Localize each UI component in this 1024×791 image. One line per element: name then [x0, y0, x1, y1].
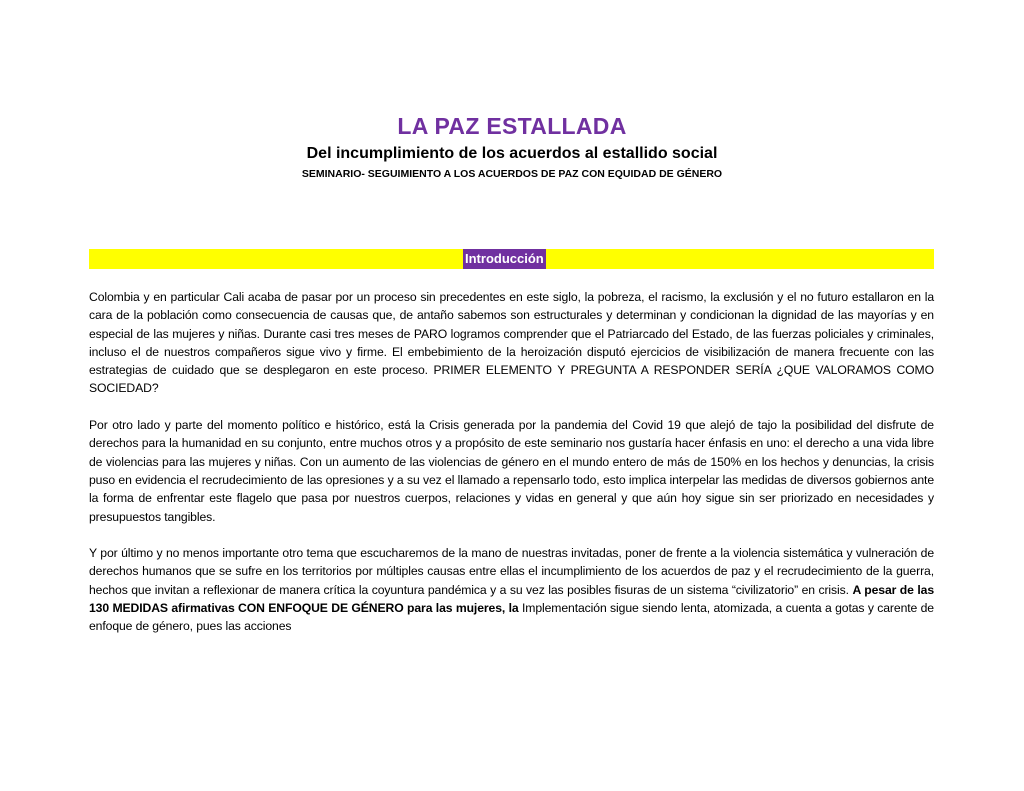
- paragraph-3-text-a: Y por último y no menos importante otro tema que escucharemos de la mano de nuestras invitadas, poner de frente a la violencia sistemática y vulneración de derechos humanos que se sufre en los territorios por múltiples causas entre ellas el incumplimiento de los acuerdos de paz y el recrudecimiento de la guerra, hechos que invitan a reflexionar de manera crítica la coyuntura pandémica y a su vez las posibles fisuras de un sistema “civilizatorio” en crisis.: [89, 546, 934, 597]
- seminar-heading: SEMINARIO- SEGUIMIENTO A LOS ACUERDOS DE PAZ CON EQUIDAD DE GÉNERO: [301, 168, 723, 180]
- body-text: [89, 288, 934, 654]
- paragraph-1: Colombia y en particular Cali acaba de pasar por un proceso sin precedentes en este siglo, la pobreza, el racismo, la exclusión y el no futuro estallaron en la cara de la población como consecuencia de causas que, de antaño sabemos son estructurales y determinan y condicionan la dignidad de las mayorías y en especial de las mujeres y niñas. Durante casi tres meses de PARO logramos comprender que el Patriarcado del Estado, de las fuerzas policiales y criminales, incluso el de nuestros compañeros sigue vivo y firme. El embebimiento de la heroización disputó ejercicios de visibilización de manera frecuente con las estrategias de cuidado que se desplegaron en este proceso. PRIMER ELEMENTO Y PREGUNTA A RESPONDER SERÍA ¿QUE VALORAMOS COMO SOCIEDAD?: [89, 290, 934, 396]
- paragraph-3-text-b: Implementación sigue siendo lenta, atomizada, a cuenta a gotas y carente de enfoque de género, pues las acciones: [89, 601, 934, 634]
- paragraph-3-bold: A pesar de las 130 MEDIDAS afirmativas CON ENFOQUE DE GÉNERO para las mujeres, la: [89, 582, 935, 616]
- paragraph-2: Por otro lado y parte del momento político e histórico, está la Crisis generada por la pandemia del Covid 19 que alejó de tajo la posibilidad del disfrute de derechos para la humanidad en su conjunto, entre muchos otros y a propósito de este seminario nos gustaría hacer énfasis en uno: el derecho a una vida libre de violencias para las mujeres y niñas. Con un aumento de las violencias de género en el mundo entero de más de 150% en los hechos y denuncias, la crisis puso en evidencia el recrudecimiento de las opresiones y a su vez el llamado a repensarlo todo, esto implica interpelar las medidas de diversos gobiernos ante la forma de enfrentar este flagelo que pasa por nuestros cuerpos, relaciones y vidas en general y que aún hoy sigue sin ser priorizado en necesidades y presupuestos tangibles.: [89, 418, 934, 524]
- paragraph-3: [89, 544, 934, 635]
- document-title: LA PAZ ESTALLADA: [397, 113, 627, 139]
- section-label: Introducción: [463, 249, 546, 269]
- document-subtitle: Del incumplimiento de los acuerdos al estallido social: [306, 145, 718, 162]
